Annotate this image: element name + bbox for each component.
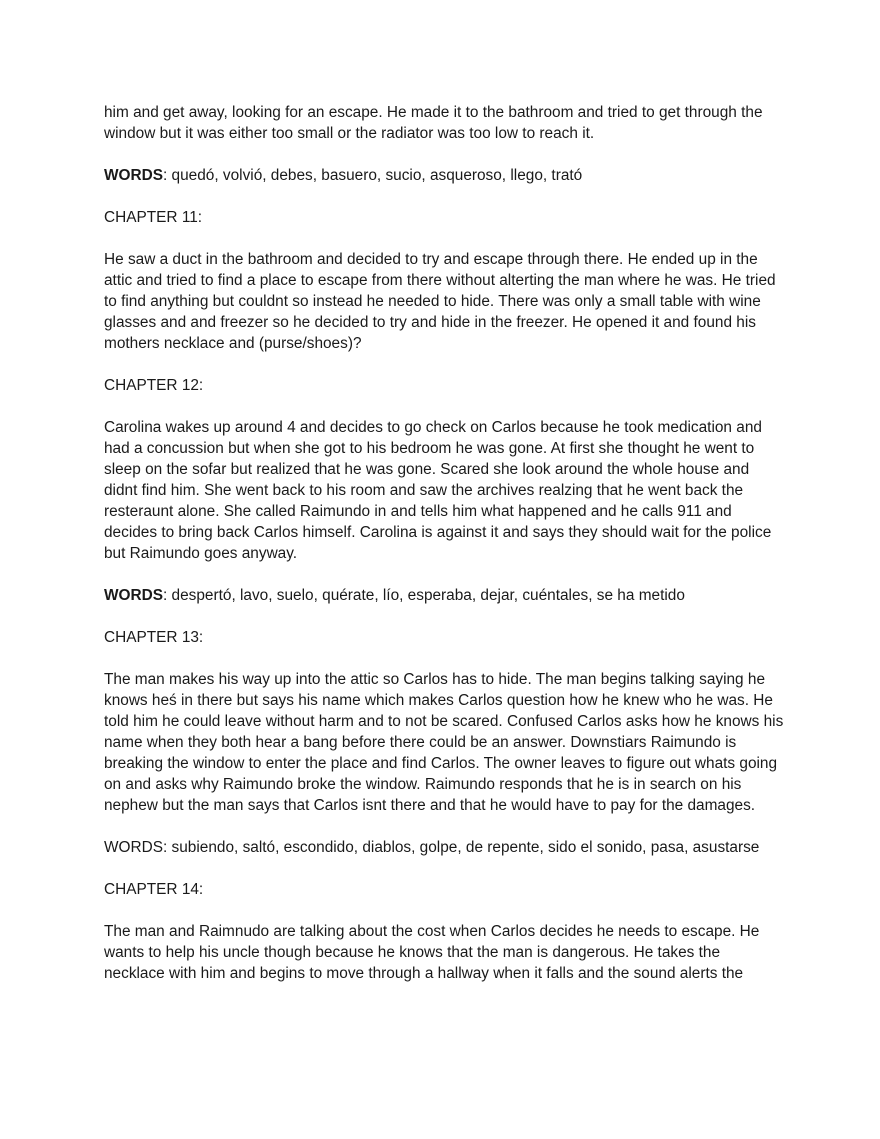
- chapter-13-paragraph: The man makes his way up into the attic so Carlos has to hide. The man begins talking saying he knows heś in there but says his name which makes Carlos question how he knew who he was. He told him he could leave without harm and to not be scared. Confused Carlos asks how he knows his name when they both hear a bang before there could be an answer. Downstiars Raimundo is breaking the window to enter the place and find Carlos. The owner leaves to figure out whats going on and asks why Raimundo broke the window. Raimundo responds that he is in search on his nephew but the man says that Carlos isnt there and that he would have to pay for the damages.: [104, 671, 784, 814]
- words-list-2: [104, 585, 784, 606]
- chapter-14-paragraph: The man and Raimnudo are talking about the cost when Carlos decides he needs to escape. He wants to help his uncle though because he knows that the man is dangerous. He takes the necklace with him and begins to move through a hallway when it falls and the sound alerts the: [104, 923, 760, 982]
- words-list-3: WORDS: subiendo, saltó, escondido, diablos, golpe, de repente, sido el sonido, pasa, asustarse: [104, 839, 760, 856]
- chapter-12-paragraph: Carolina wakes up around 4 and decides to go check on Carlos because he took medication and had a concussion but when she got to his bedroom he was gone. At first she thought he went to sleep on the sofar but realized that he was gone. Scared she look around the whole house and didnt find him. She went back to his room and saw the archives realzing that he went back the resteraunt alone. She called Raimundo in and tells him what happened and he calls 911 and decides to bring back Carlos himself. Carolina is against it and says they should wait for the police but Raimundo goes anyway.: [104, 419, 772, 562]
- words-label: WORDS: [104, 587, 163, 604]
- words-label: WORDS: [104, 167, 163, 184]
- chapter-14-heading: CHAPTER 14:: [104, 881, 204, 898]
- chapter-13-heading: CHAPTER 13:: [104, 629, 204, 646]
- chapter-11-heading: CHAPTER 11:: [104, 209, 203, 226]
- words-text: : quedó, volvió, debes, basuero, sucio, asqueroso, llego, trató: [163, 167, 583, 184]
- chapter-12-heading: CHAPTER 12:: [104, 377, 204, 394]
- chapter-11-paragraph: He saw a duct in the bathroom and decided to try and escape through there. He ended up in the attic and tried to find a place to escape from there without alterting the man where he was. He tried to find anything but couldnt so instead he needed to hide. There was only a small table with wine glasses and and freezer so he decided to try and hide in the freezer. He opened it and found his mothers necklace and (purse/shoes)?: [104, 251, 776, 352]
- intro-paragraph: him and get away, looking for an escape. He made it to the bathroom and tried to get through the window but it was either too small or the radiator was too low to reach it.: [104, 104, 763, 142]
- words-text: : despertó, lavo, suelo, quérate, lío, esperaba, dejar, cuéntales, se ha metido: [163, 587, 685, 604]
- words-list-1: [104, 165, 784, 186]
- document-page: [104, 102, 784, 1005]
